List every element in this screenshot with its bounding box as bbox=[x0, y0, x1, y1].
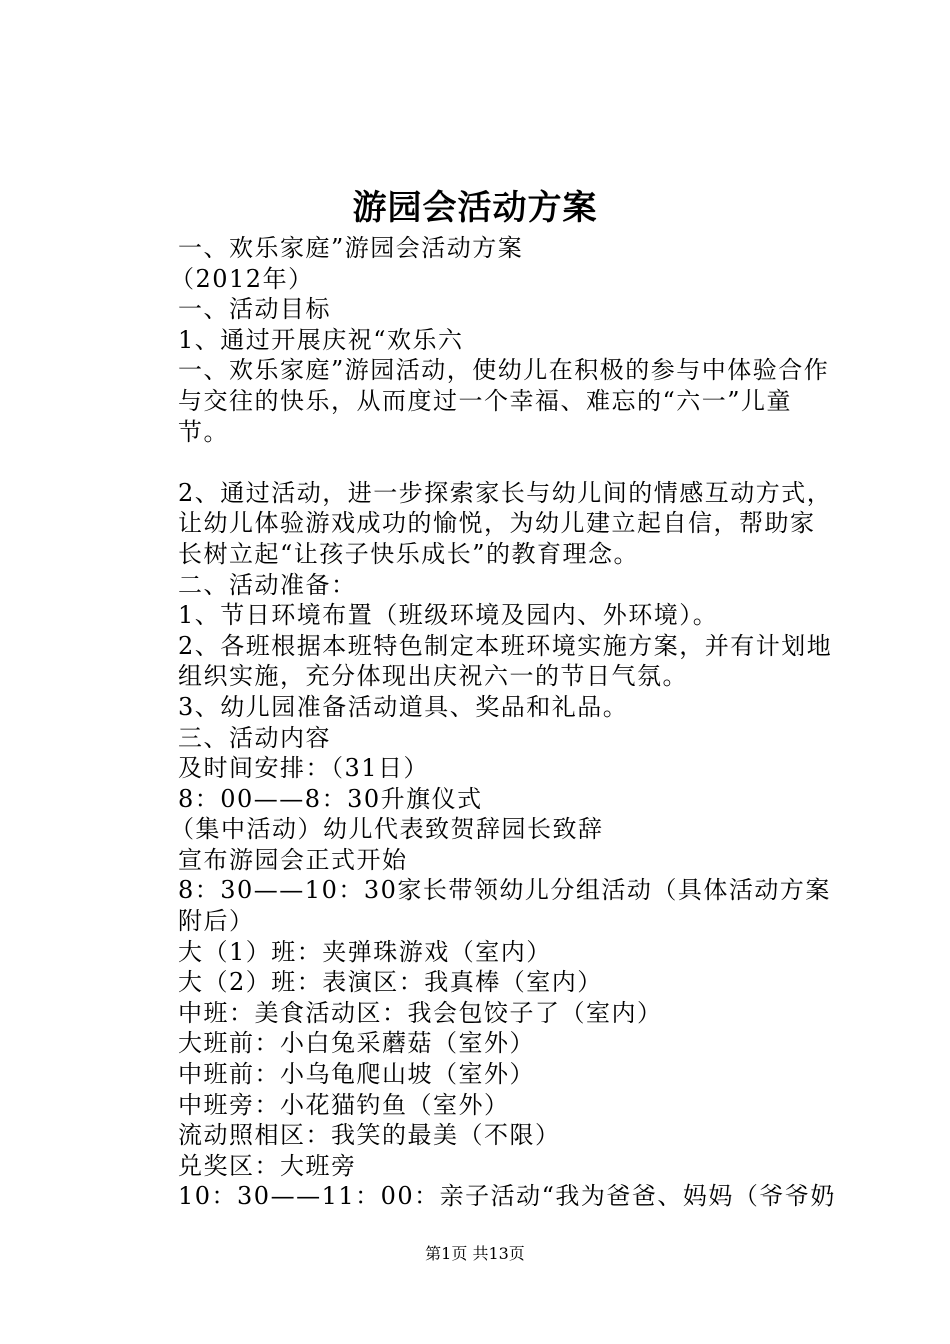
activity-item: 中班旁：小花猫钓鱼（室外） bbox=[178, 1090, 510, 1119]
paragraph-line: （2012年） bbox=[170, 264, 314, 293]
activity-item: 大班前：小白兔采蘑菇（室外） bbox=[178, 1029, 535, 1058]
paragraph-gap bbox=[130, 447, 835, 478]
activity-item: 大（1）班：夹弹珠游戏（室内） bbox=[178, 937, 552, 966]
document-title: 游园会活动方案 bbox=[352, 188, 598, 228]
page-indicator: 第1页 共13页 bbox=[425, 1244, 525, 1263]
schedule-line: 10：30——11：00：亲子活动“我为爸爸、妈妈（爷爷奶 bbox=[178, 1182, 836, 1211]
paragraph-line: 1、通过开展庆祝“欢乐六 bbox=[178, 325, 464, 354]
schedule-line: （集中活动）幼儿代表致贺辞园长致辞 bbox=[170, 815, 604, 844]
activity-item: 中班：美食活动区：我会包饺子了（室内） bbox=[178, 998, 663, 1027]
activity-item: 流动照相区：我笑的最美（不限） bbox=[178, 1121, 561, 1150]
section-heading: 二、活动准备： bbox=[178, 570, 357, 599]
activity-item: 大（2）班：表演区：我真棒（室内） bbox=[178, 968, 603, 997]
section-heading: 三、活动内容 bbox=[178, 723, 331, 752]
schedule-line: 8：00——8：30升旗仪式 bbox=[178, 784, 483, 813]
paragraph-line: 一、欢乐家庭”游园会活动方案 bbox=[178, 234, 524, 262]
paragraph-line: 及时间安排：（31日） bbox=[178, 754, 430, 783]
document-body bbox=[130, 233, 835, 1212]
section-heading: 一、活动目标 bbox=[178, 295, 331, 324]
paragraph-line: 3、幼儿园准备活动道具、奖品和礼品。 bbox=[178, 692, 629, 721]
paragraph: 2、通过活动，进一步探索家长与幼儿间的情感互动方式，让幼儿体验游戏成功的愉悦，为幼儿建立起自信，帮助家长树立起“让孩子快乐成长”的教育理念。 bbox=[178, 478, 833, 568]
paragraph-line: 1、节日环境布置（班级环境及园内、外环境）。 bbox=[178, 601, 719, 630]
schedule-line: 宣布游园会正式开始 bbox=[178, 845, 408, 874]
paragraph: 2、各班根据本班特色制定本班环境实施方案，并有计划地组织实施，充分体现出庆祝六一的节日气氛。 bbox=[178, 631, 833, 691]
paragraph: 一、欢乐家庭”游园活动，使幼儿在积极的参与中体验合作与交往的快乐，从而度过一个幸福、难忘的“六一”儿童节。 bbox=[178, 356, 830, 446]
activity-item: 中班前：小乌龟爬山坡（室外） bbox=[178, 1060, 535, 1089]
schedule-line: 8：30——10：30家长带领幼儿分组活动（具体活动方案附后） bbox=[178, 876, 831, 936]
activity-item: 兑奖区：大班旁 bbox=[178, 1151, 357, 1180]
